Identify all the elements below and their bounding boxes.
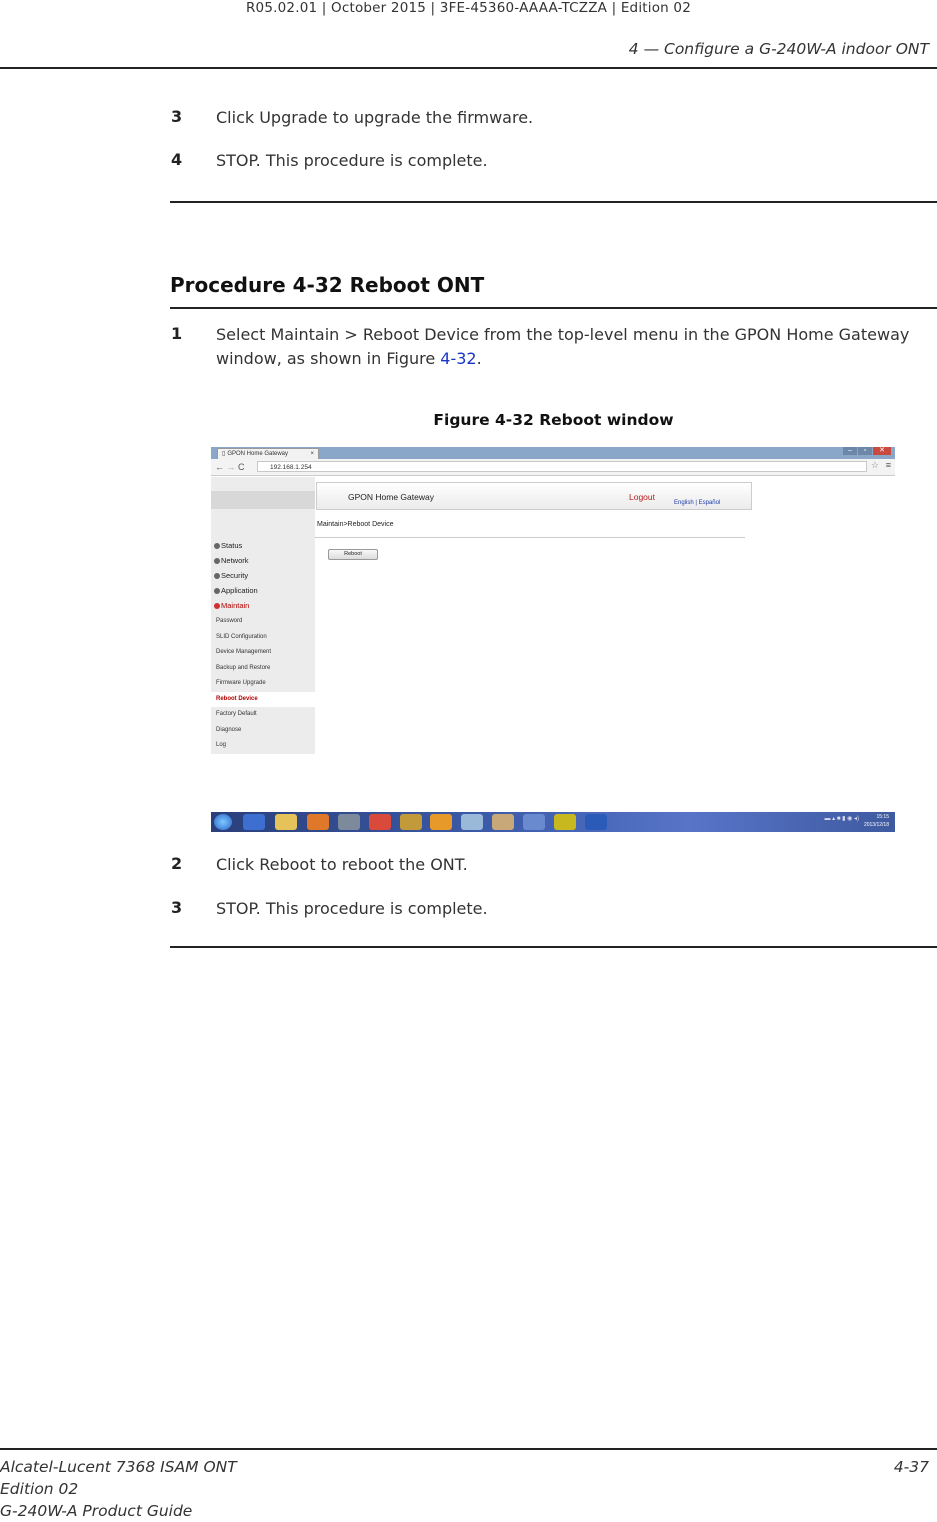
procedure-title-rule bbox=[170, 307, 937, 309]
footer-product: Alcatel-Lucent 7368 ISAM ONT bbox=[0, 1458, 237, 1476]
content-divider bbox=[315, 537, 745, 538]
document-id: R05.02.01 | October 2015 | 3FE-45360-AAAA-TCZZA | Edition 02 bbox=[245, 0, 692, 16]
notebook-icon[interactable] bbox=[400, 814, 422, 830]
submenu-log[interactable]: Log bbox=[216, 742, 227, 748]
network-icon[interactable] bbox=[461, 814, 483, 830]
word-icon[interactable] bbox=[585, 814, 607, 830]
step-text: STOP. This procedure is complete. bbox=[216, 899, 488, 918]
language-switch[interactable]: English | Español bbox=[674, 500, 721, 506]
page-icon: ▯ bbox=[222, 451, 226, 457]
submenu-device-management[interactable]: Device Management bbox=[216, 649, 272, 655]
page-number: 4-37 bbox=[893, 1458, 929, 1476]
submenu-firmware-upgrade[interactable]: Firmware Upgrade bbox=[216, 680, 266, 686]
menu-maintain[interactable]: Maintain bbox=[214, 601, 249, 610]
menu-security[interactable]: Security bbox=[214, 571, 248, 580]
back-icon[interactable]: ← bbox=[215, 462, 224, 472]
step-text: STOP. This procedure is complete. bbox=[216, 151, 488, 170]
header-rule bbox=[0, 67, 937, 69]
footer-left bbox=[0, 1456, 237, 1522]
expand-icon bbox=[214, 558, 220, 564]
step-number: 3 bbox=[171, 107, 183, 126]
step-number: 4 bbox=[171, 150, 183, 169]
running-header-title: 4 — Configure a G-240W-A indoor ONT bbox=[628, 40, 929, 58]
submenu-diagnose[interactable]: Diagnose bbox=[216, 727, 242, 733]
maximize-icon[interactable]: ▫ bbox=[858, 447, 872, 455]
submenu-factory-default[interactable]: Factory Default bbox=[216, 711, 257, 717]
explorer-icon[interactable] bbox=[275, 814, 297, 830]
firefox-icon[interactable] bbox=[307, 814, 329, 830]
minimize-icon[interactable]: – bbox=[843, 447, 857, 455]
expand-icon bbox=[214, 588, 220, 594]
step-text: Click Upgrade to upgrade the firmware. bbox=[216, 108, 534, 127]
step-number: 1 bbox=[171, 324, 183, 343]
submenu-slid-configuration[interactable]: SLID Configuration bbox=[216, 634, 267, 640]
step-number: 2 bbox=[171, 854, 183, 873]
figure-caption: Figure 4-32 Reboot window bbox=[433, 411, 674, 429]
submenu-reboot-device[interactable]: Reboot Device bbox=[216, 696, 258, 702]
bookmark-star-icon[interactable]: ☆ bbox=[870, 460, 879, 470]
procedure-end-rule bbox=[170, 946, 937, 948]
procedure-end-rule bbox=[170, 201, 937, 203]
ie-icon[interactable] bbox=[243, 814, 265, 830]
outlook-icon[interactable] bbox=[430, 814, 452, 830]
tab-title: GPON Home Gateway bbox=[227, 451, 288, 457]
system-tray: ▬ ▴ ■ ▮ ◉ ◂) bbox=[824, 816, 859, 822]
step-text: Click Reboot to reboot the ONT. bbox=[216, 855, 468, 874]
expand-icon bbox=[214, 573, 220, 579]
menu-status[interactable]: Status bbox=[214, 541, 242, 550]
step-number: 3 bbox=[171, 898, 183, 917]
figure-link[interactable]: 4-32 bbox=[440, 349, 477, 368]
procedure-title: Procedure 4-32 Reboot ONT bbox=[170, 273, 485, 297]
sidebar-header-band bbox=[211, 491, 315, 509]
expand-icon bbox=[214, 543, 220, 549]
submenu-backup-restore[interactable]: Backup and Restore bbox=[216, 665, 271, 671]
nav-buttons bbox=[215, 459, 245, 475]
user-icon[interactable] bbox=[492, 814, 514, 830]
chrome-icon[interactable] bbox=[369, 814, 391, 830]
start-button-icon[interactable] bbox=[214, 814, 232, 830]
reboot-button[interactable]: Reboot bbox=[328, 549, 378, 560]
logout-link[interactable]: Logout bbox=[629, 492, 655, 502]
step-text: Select Maintain > Reboot Device from the top-level menu in the GPON Home Gateway window, as shown in Figure 4-32. bbox=[216, 325, 910, 368]
collapse-icon bbox=[214, 603, 220, 609]
submenu-password[interactable]: Password bbox=[216, 618, 243, 624]
gateway-title: GPON Home Gateway bbox=[348, 492, 434, 502]
taskbar-clock: 15:15 2013/12/18 bbox=[863, 814, 889, 828]
forward-icon[interactable]: → bbox=[226, 462, 236, 472]
breadcrumb: Maintain>Reboot Device bbox=[317, 521, 394, 528]
reload-icon[interactable]: C bbox=[238, 462, 245, 472]
footer-edition: Edition 02 bbox=[0, 1480, 79, 1498]
power-icon[interactable] bbox=[554, 814, 576, 830]
window-controls bbox=[842, 447, 891, 456]
chat-icon[interactable] bbox=[523, 814, 545, 830]
close-icon[interactable]: × bbox=[310, 451, 314, 457]
address-bar[interactable]: 192.168.1.254 bbox=[257, 461, 867, 472]
browser-menu-icon[interactable]: ≡ bbox=[885, 460, 891, 470]
menu-application[interactable]: Application bbox=[214, 586, 258, 595]
menu-network[interactable]: Network bbox=[214, 556, 249, 565]
reboot-window-screenshot bbox=[211, 447, 895, 832]
footer-rule bbox=[0, 1448, 937, 1450]
app-icon[interactable] bbox=[338, 814, 360, 830]
window-close-icon[interactable]: ✕ bbox=[873, 447, 891, 455]
footer-guide: G-240W-A Product Guide bbox=[0, 1502, 193, 1520]
